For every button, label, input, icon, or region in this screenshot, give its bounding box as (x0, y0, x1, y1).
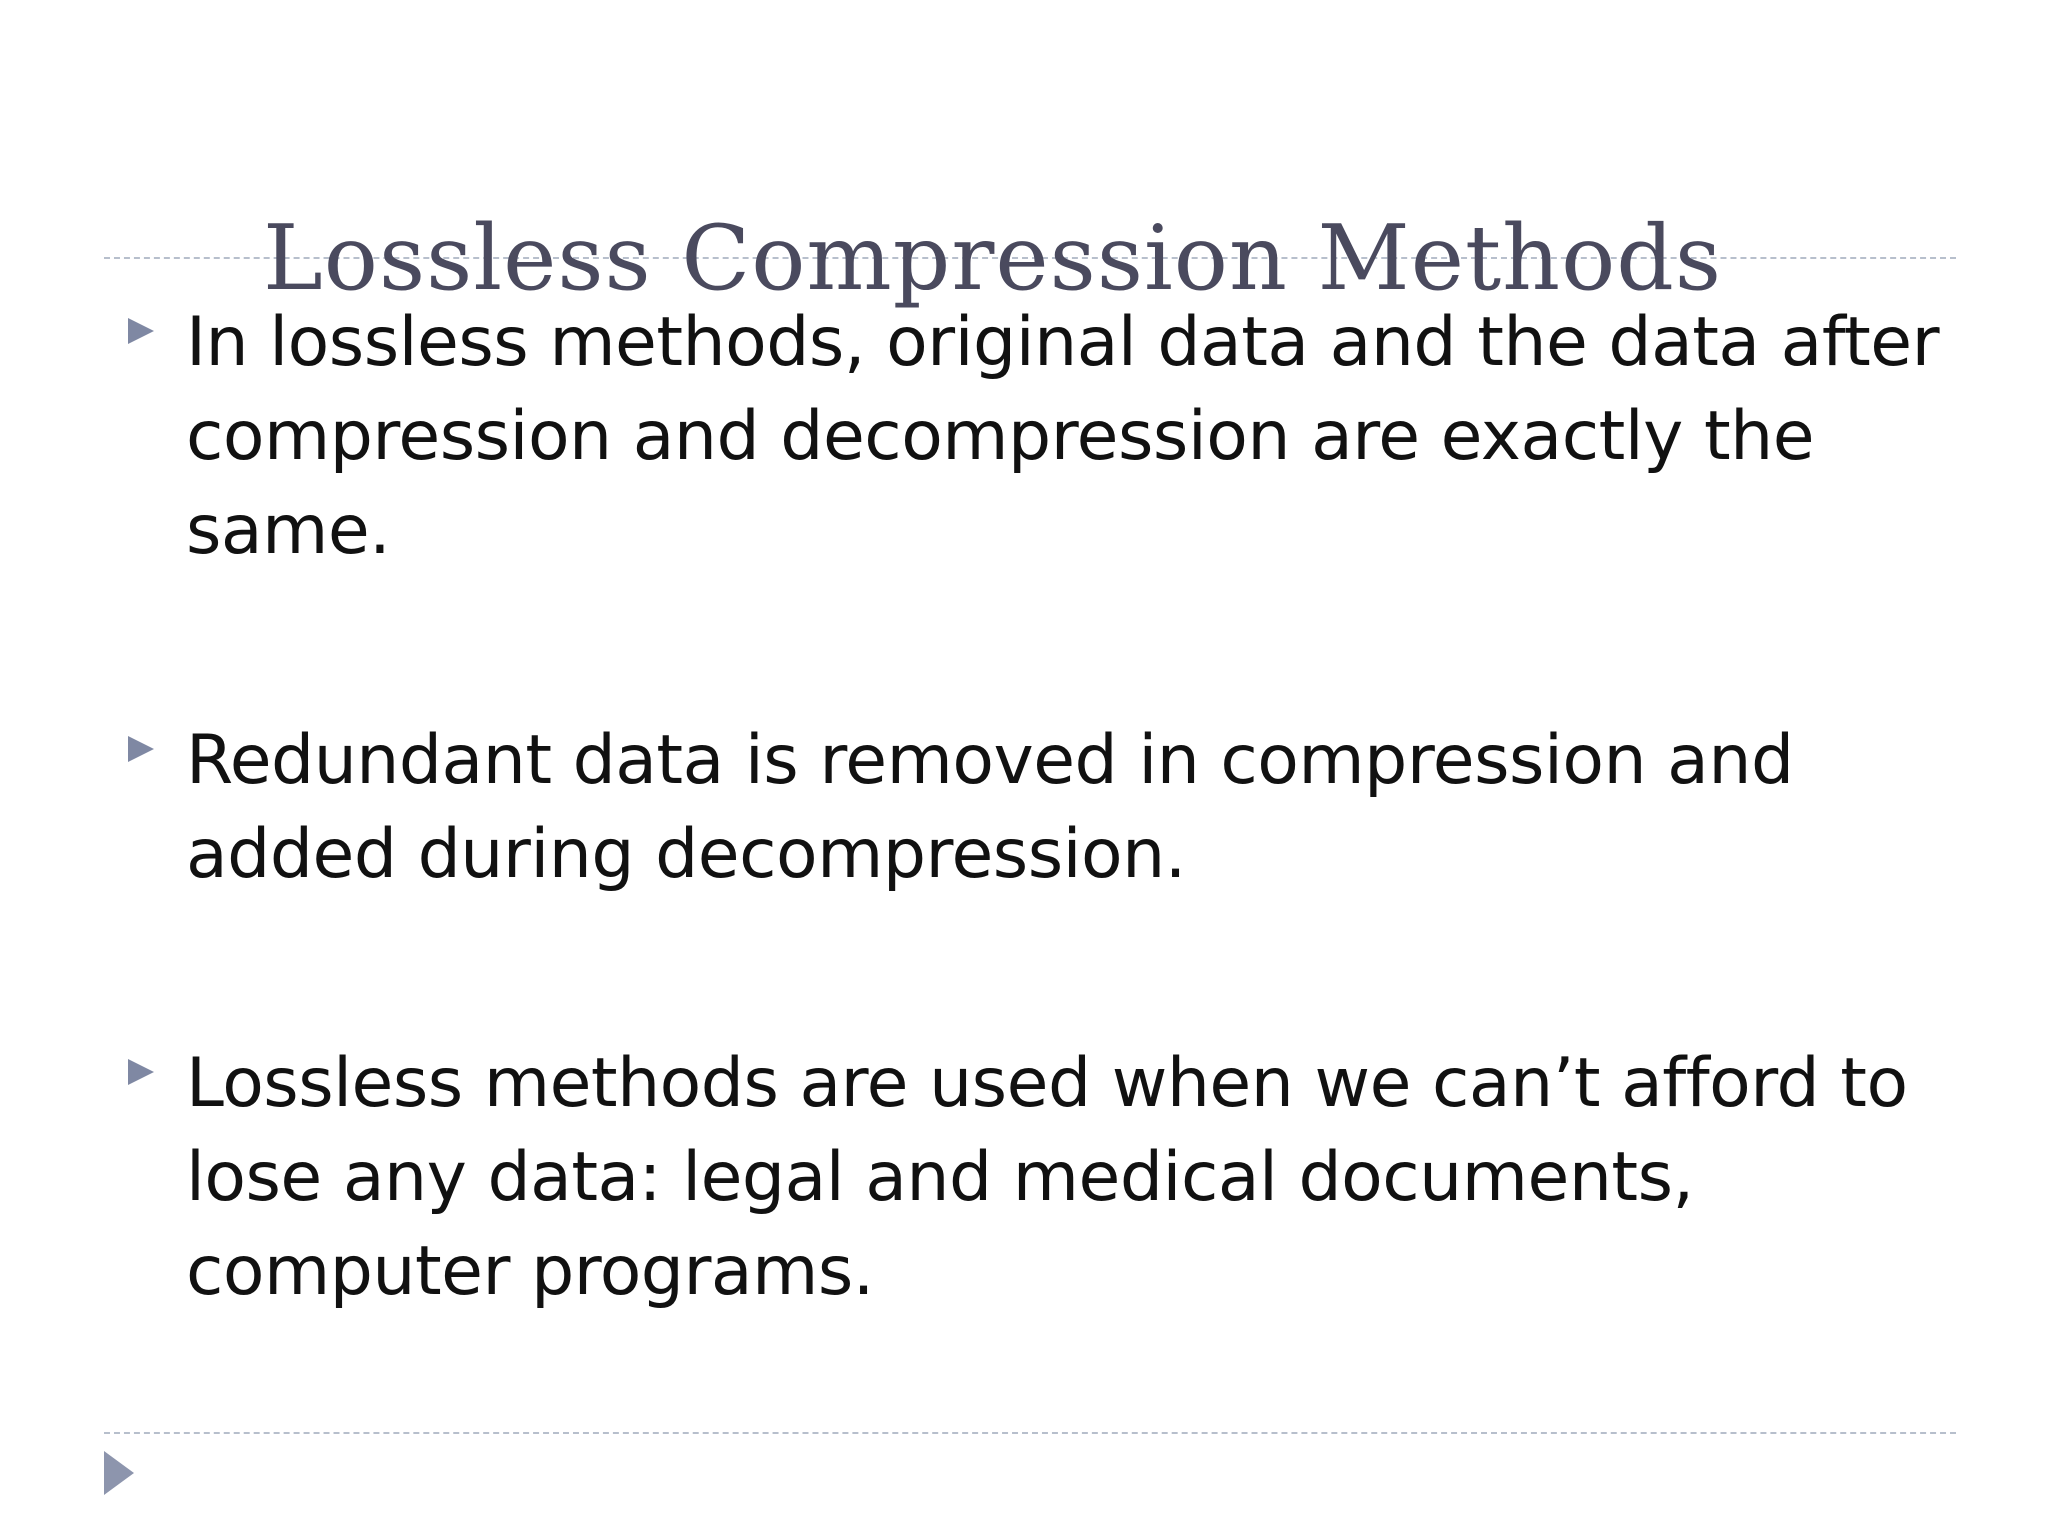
slide-title: Lossless Compression Methods (263, 206, 1723, 311)
triangle-footer-icon (104, 1451, 134, 1495)
triangle-bullet-icon (128, 736, 154, 762)
bullet-text: Lossless methods are used when we can’t afford to lose any data: legal and medical documents, computer programs. (186, 1044, 1908, 1311)
triangle-bullet-icon (128, 318, 154, 344)
footer-divider (104, 1432, 1956, 1434)
bullet-text: In lossless methods, original data and the data after compression and decompression are exactly the same. (186, 303, 1940, 570)
bullet-text: Redundant data is removed in compression and added during decompression. (186, 721, 1794, 894)
triangle-bullet-icon (128, 1059, 154, 1085)
